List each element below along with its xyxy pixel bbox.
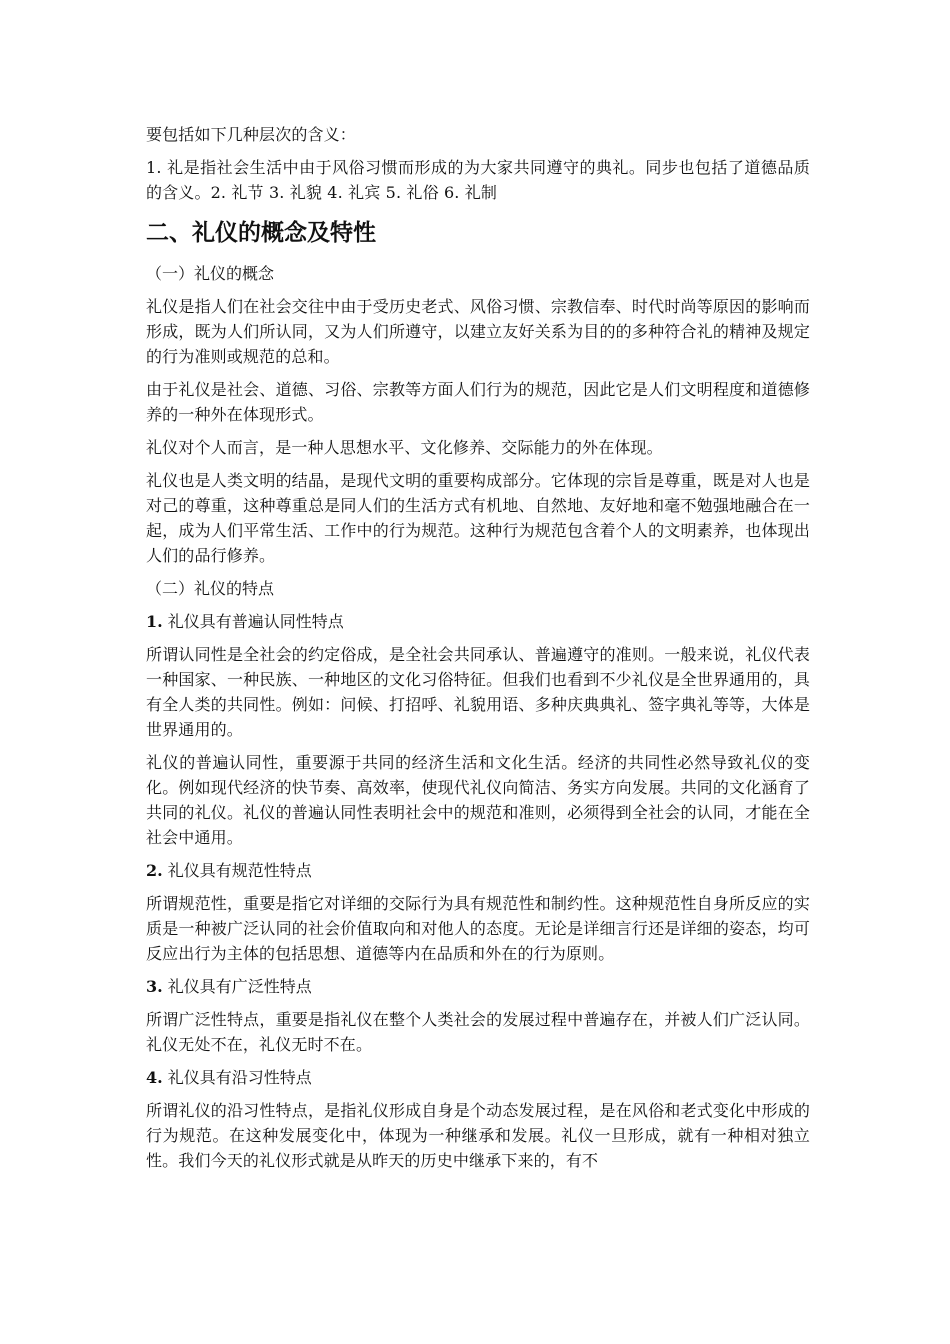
feature-title-3: 礼仪具有广泛性特点 [162, 977, 312, 996]
feature-heading-2 [146, 858, 810, 883]
paragraph-concept-civilization: 礼仪也是人类文明的结晶，是现代文明的重要构成部分。它体现的宗旨是尊重，既是对人也是对己的尊重，这种尊重总是同人们的生活方式有机地、自然地、友好地和毫不勉强地融合在一起，成为人们平常生活、工作中的行为规范。这种行为规范包含着个人的文明素养，也体现出人们的品行修养。 [146, 471, 810, 565]
paragraph-feature-4: 所谓礼仪的沿习性特点，是指礼仪形成自身是个动态发展过程，是在风俗和老式变化中形成的行为规范。在这种发展变化中，体现为一种继承和发展。礼仪一旦形成，就有一种相对独立性。我们今天的礼仪形式就是从昨天的历史中继承下来的，有不 [146, 1101, 810, 1170]
feature-title-1: 礼仪具有普遍认同性特点 [162, 612, 344, 631]
subheading-concept: （一）礼仪的概念 [146, 264, 275, 283]
paragraph-feature-2: 所谓规范性，重要是指它对详细的交际行为具有规范性和制约性。这种规范性自身所反应的实质是一种被广泛认同的社会价值取向和对他人的态度。无论是详细言行还是详细的姿态，均可反应出行为主体的包括思想、道德等内在品质和外在的行为原则。 [146, 894, 810, 963]
feature-number-3: 3. [146, 977, 163, 996]
feature-number-1: 1. [146, 612, 163, 631]
paragraph-concept-norm: 由于礼仪是社会、道德、习俗、宗教等方面人们行为的规范，因此它是人们文明程度和道德修养的一种外在体现形式。 [146, 380, 810, 424]
paragraph-concept-definition: 礼仪是指人们在社会交往中由于受历史老式、风俗习惯、宗教信奉、时代时尚等原因的影响而形成，既为人们所认同，又为人们所遵守，以建立友好关系为目的的多种符合礼的精神及规定的行为准则或规范的总和。 [146, 297, 810, 366]
paragraph-feature-1a: 所谓认同性是全社会的约定俗成，是全社会共同承认、普遍遵守的准则。一般来说，礼仪代表一种国家、一种民族、一种地区的文化习俗特征。但我们也看到不少礼仪是全世界通用的，具有全人类的共同性。例如：问候、打招呼、礼貌用语、多种庆典典礼、签字典礼等等，大体是世界通用的。 [146, 645, 810, 739]
section-heading: 二、礼仪的概念及特性 [146, 220, 376, 246]
feature-heading-4 [146, 1065, 810, 1090]
paragraph-intro: 要包括如下几种层次的含义： [146, 125, 356, 144]
feature-heading-3 [146, 974, 810, 999]
document-page [146, 122, 810, 1181]
paragraph-concept-individual: 礼仪对个人而言，是一种人思想水平、文化修养、交际能力的外在体现。 [146, 438, 663, 457]
feature-title-4: 礼仪具有沿习性特点 [162, 1068, 312, 1087]
feature-number-4: 4. [146, 1068, 163, 1087]
paragraph-feature-1b: 礼仪的普遍认同性，重要源于共同的经济生活和文化生活。经济的共同性必然导致礼仪的变化。例如现代经济的快节奏、高效率，使现代礼仪向简洁、务实方向发展。共同的文化涵育了共同的礼仪。礼仪的普遍认同性表明社会中的规范和准则，必须得到全社会的认同，才能在全社会中通用。 [146, 753, 810, 847]
feature-heading-1 [146, 609, 810, 634]
paragraph-feature-3: 所谓广泛性特点，重要是指礼仪在整个人类社会的发展过程中普遍存在，并被人们广泛认同。礼仪无处不在，礼仪无时不在。 [146, 1010, 810, 1054]
feature-number-2: 2. [146, 861, 163, 880]
paragraph-meanings: 1. 礼是指社会生活中由于风俗习惯而形成的为大家共同遵守的典礼。同步也包括了道德品质的含义。2. 礼节 3. 礼貌 4. 礼宾 5. 礼俗 6. 礼制 [146, 158, 810, 202]
feature-title-2: 礼仪具有规范性特点 [162, 861, 312, 880]
subheading-features: （二）礼仪的特点 [146, 579, 275, 598]
